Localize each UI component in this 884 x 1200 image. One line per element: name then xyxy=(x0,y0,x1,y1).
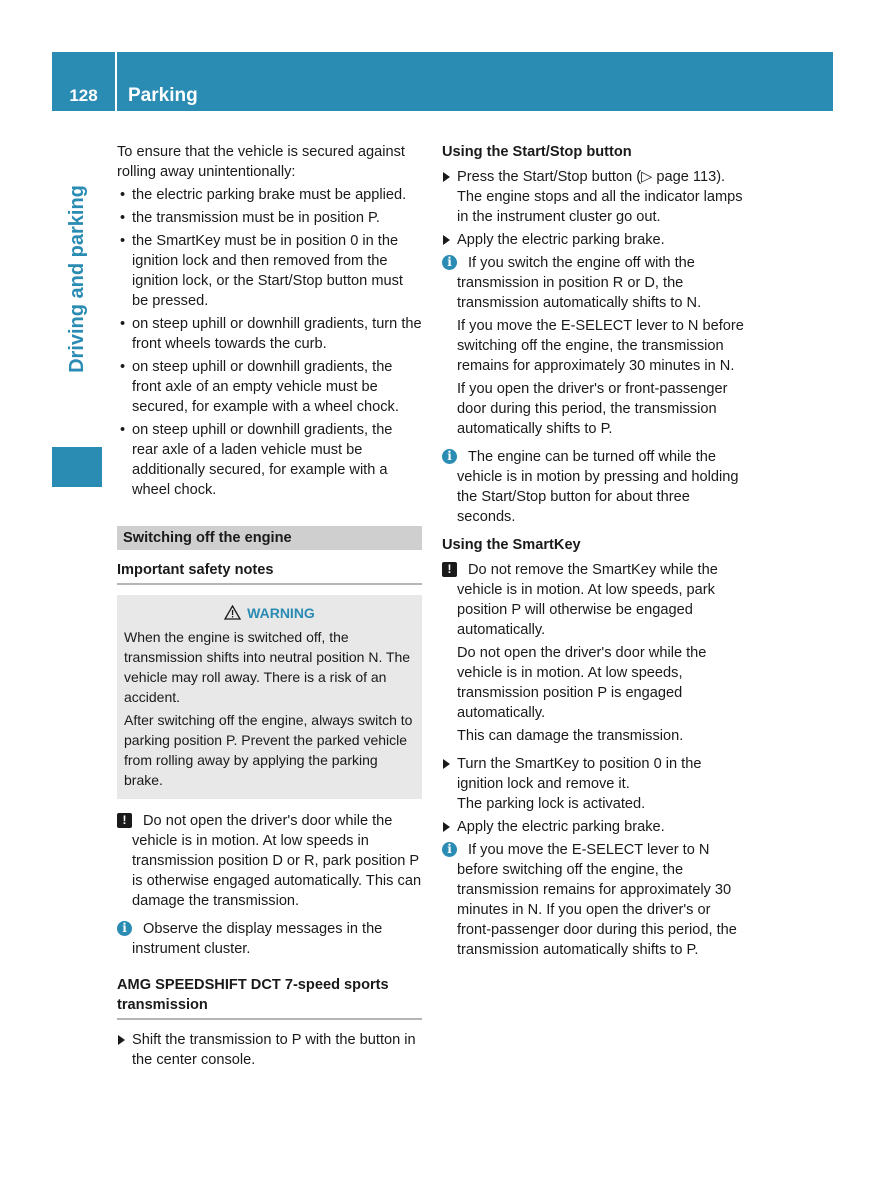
securing-list xyxy=(117,185,422,500)
intro-text: To ensure that the vehicle is secured against rolling away unintentionally: xyxy=(117,144,405,180)
right-column xyxy=(442,142,748,968)
list-item: • the SmartKey must be in position 0 in the ignition lock and then removed from the ignition lock, or the Start/Stop button must be pressed. xyxy=(117,231,422,311)
caution-note: ! Do not remove the SmartKey while the vehicle is in motion. At low speeds, park position P will otherwise be engaged automatically. Do not open the driver's door while the vehicle is in motion. At low speeds, transmission position P is engaged automatically. This can damage the transmission. xyxy=(442,560,748,746)
info-note: i If you move the E-SELECT lever to N before switching off the engine, the transmission remains for approximately 30 minutes in N. If you open the driver's or front-passenger door during this period, the transmission automatically shifts to P. xyxy=(442,840,748,960)
left-column xyxy=(117,142,422,1073)
info-icon: i xyxy=(442,449,457,464)
arrow-step-icon xyxy=(118,1035,125,1045)
info-note: i Observe the display messages in the instrument cluster. xyxy=(117,919,422,959)
subheading-safety: Important safety notes xyxy=(117,560,422,585)
page-number: 128 xyxy=(69,86,98,105)
warning-title: WARNING xyxy=(124,603,415,623)
info-note: i The engine can be turned off while the vehicle is in motion by pressing and holding the Start/Stop button for about three seconds. xyxy=(442,447,748,527)
chapter-tab-marker xyxy=(52,447,102,487)
caution-icon: ! xyxy=(117,813,132,828)
section-title: Parking xyxy=(128,85,198,106)
info-icon: i xyxy=(442,255,457,270)
info-icon: i xyxy=(442,842,457,857)
list-item: • on steep uphill or downhill gradients, the front axle of an empty vehicle must be secured, for example with a wheel chock. xyxy=(117,357,422,417)
list-item: • on steep uphill or downhill gradients, the rear axle of a laden vehicle must be additionally secured, for example with a wheel chock. xyxy=(117,420,422,500)
warning-text: After switching off the engine, always switch to parking position P. Prevent the parked vehicle from rolling away by applying the parking brake. xyxy=(124,712,413,788)
header-divider xyxy=(115,52,117,111)
caution-note: ! Do not open the driver's door while the vehicle is in motion. At low speeds in transmission position D or R, park position P is otherwise engaged automatically. This can damage the transmission. xyxy=(117,811,422,911)
arrow-step-icon xyxy=(443,235,450,245)
arrow-step-icon xyxy=(443,822,450,832)
smartkey-heading: Using the SmartKey xyxy=(442,537,581,553)
arrow-step-icon xyxy=(443,172,450,182)
page-header xyxy=(52,52,833,111)
warning-triangle-icon xyxy=(224,605,241,620)
amg-heading: AMG SPEEDSHIFT DCT 7-speed sports transmission xyxy=(117,975,422,1020)
startstop-heading: Using the Start/Stop button xyxy=(442,144,632,160)
arrow-step-icon xyxy=(443,759,450,769)
step-item: Turn the SmartKey to position 0 in the ignition lock and remove it. The parking lock is activated. xyxy=(442,754,748,814)
caution-icon: ! xyxy=(442,562,457,577)
section-heading: Switching off the engine xyxy=(117,526,422,550)
step-result: The parking lock is activated. xyxy=(457,796,646,812)
info-note: i If you switch the engine off with the transmission in position R or D, the transmission automatically shifts to N. If you move the E-SELECT lever to N before switching off the engine, the transmission remains for approximately 30 minutes in N. If you open the driver's or front-passenger door during this period, the transmission automatically shifts to P. xyxy=(442,253,748,439)
step-item: Apply the electric parking brake. xyxy=(442,230,748,250)
list-item: • the transmission must be in position P. xyxy=(117,208,422,228)
step-item: Press the Start/Stop button (▷ page 113). The engine stops and all the indicator lamps in the instrument cluster go out. xyxy=(442,167,748,227)
list-item: • on steep uphill or downhill gradients, turn the front wheels towards the curb. xyxy=(117,314,422,354)
warning-box xyxy=(117,595,422,799)
chapter-tab-label: Driving and parking xyxy=(66,185,88,373)
step-item: Apply the electric parking brake. xyxy=(442,817,748,837)
chapter-tab xyxy=(52,111,102,447)
warning-text: When the engine is switched off, the transmission shifts into neutral position N. The vehicle may roll away. There is a risk of an accident. xyxy=(124,629,411,705)
list-item: • the electric parking brake must be applied. xyxy=(117,185,422,205)
info-icon: i xyxy=(117,921,132,936)
step-item: Shift the transmission to P with the button in the center console. xyxy=(117,1030,422,1070)
